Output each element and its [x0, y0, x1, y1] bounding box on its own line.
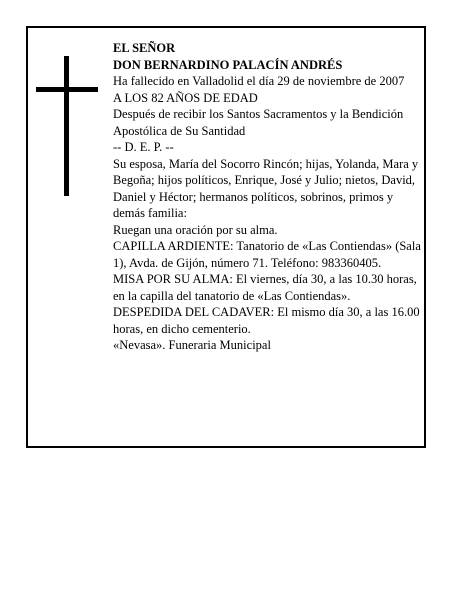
cross-horizontal-bar: [36, 87, 98, 92]
farewell-info: DESPEDIDA DEL CADAVER: El mismo día 30, a las 16.00 horas, en dicho cementerio.: [113, 305, 420, 336]
cross-vertical-bar: [64, 56, 69, 196]
latin-cross-icon: [36, 56, 98, 196]
sacraments-line: Después de recibir los Santos Sacramentos y la Bendición Apostólica de Su Santidad: [113, 107, 404, 138]
family-paragraph: Su esposa, María del Socorro Rincón; hijas, Yolanda, Mara y Begoña; hijos políticos, Enrique, José y Julio; nietos, David, Daniel y Héctor; hermanos políticos, sobrinos, primos y demás familia:: [113, 156, 419, 220]
funeral-home: «Nevasa». Funeraria Municipal: [113, 338, 271, 352]
prayer-line: Ruegan una oración por su alma.: [113, 222, 278, 237]
notice-header: EL SEÑOR: [113, 41, 176, 55]
age-line: A LOS 82 AÑOS DE EDAD: [113, 90, 258, 105]
death-info: Ha fallecido en Valladolid el día 29 de noviembre de 2007: [113, 74, 405, 88]
notice-text: [113, 40, 425, 354]
chapel-info: CAPILLA ARDIENTE: Tanatorio de «Las Contiendas» (Sala 1), Avda. de Gijón, número 71. Teléfono: 983360405.: [113, 239, 421, 270]
rip-line: -- D. E. P. --: [113, 140, 174, 154]
deceased-name: DON BERNARDINO PALACÍN ANDRÉS: [113, 57, 343, 72]
mass-info: MISA POR SU ALMA: El viernes, día 30, a las 10.30 horas, en la capilla del tanatorio de «Las Contiendas».: [113, 272, 417, 303]
